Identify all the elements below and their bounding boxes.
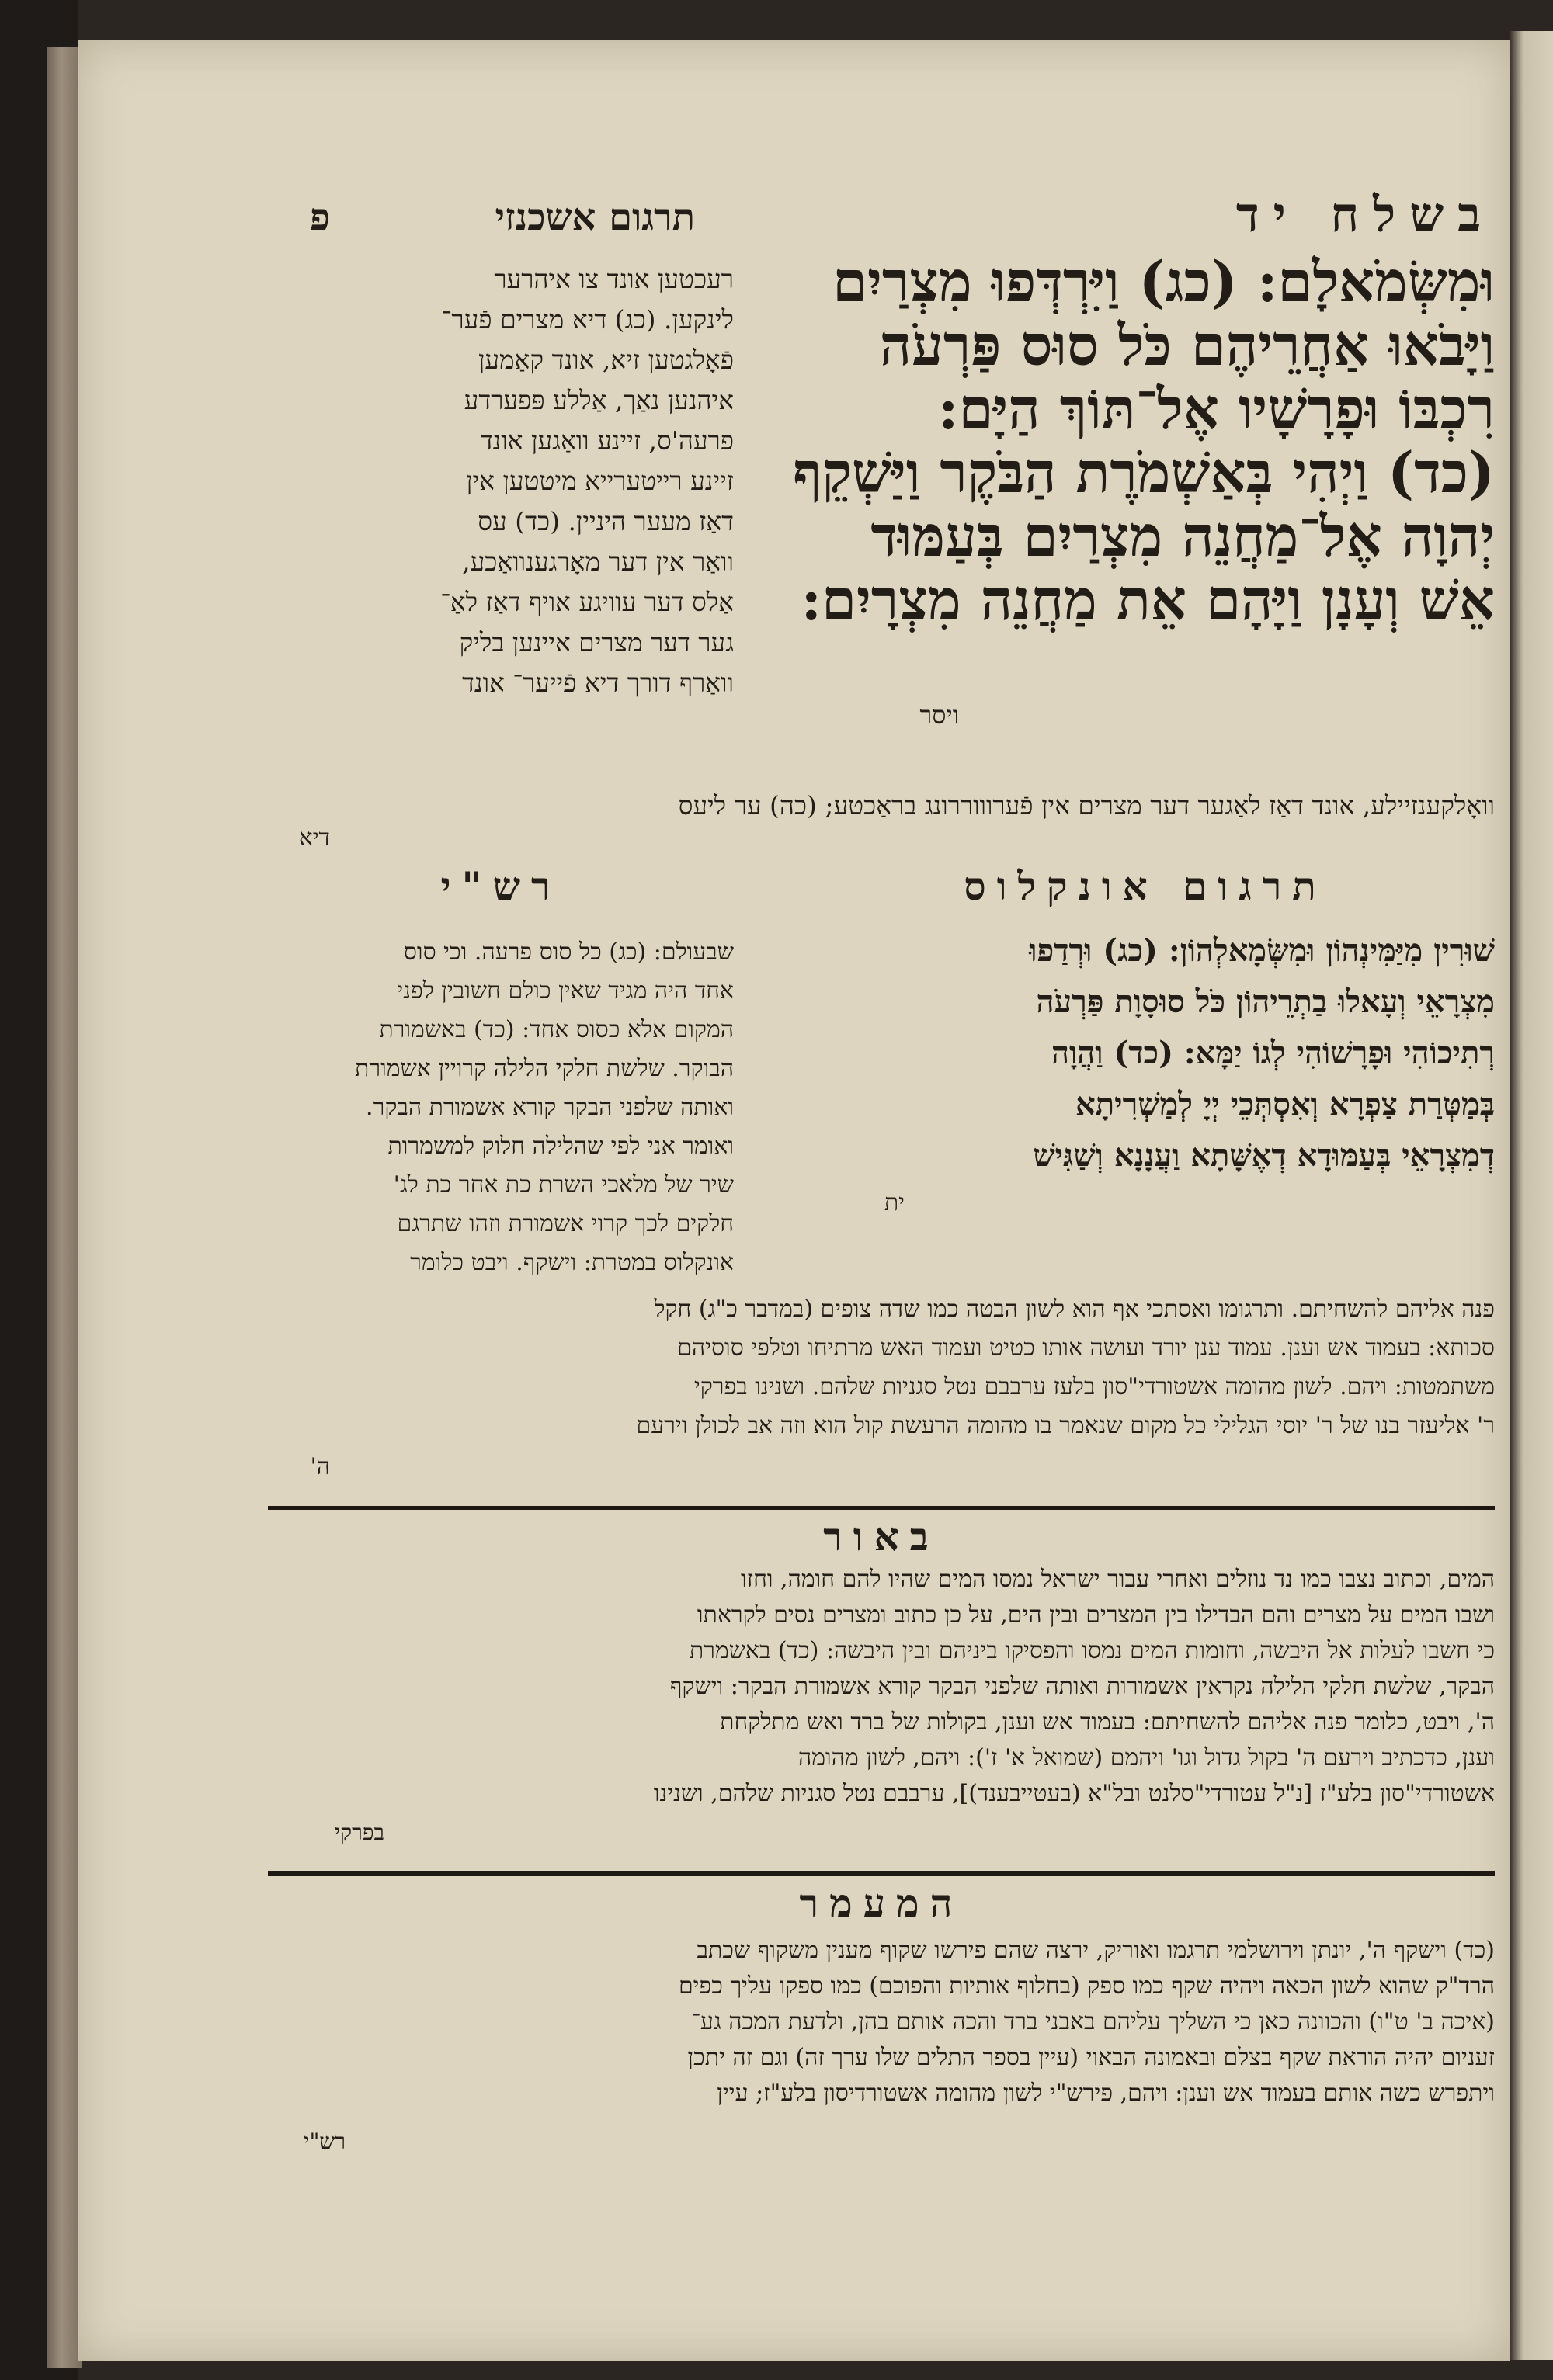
verse-line: וַיָּבֹאוּ אַחֲרֵיהֶם כֹּל סוּס פַּרְעֹה — [879, 312, 1495, 378]
biur-line: המים, וכתוב נצבו כמו נד נוזלים ואחרי עבור ישראל נמסו המים שהיו להם חומה, וחזו — [741, 1566, 1495, 1593]
right-header-title: בשלח יד — [1235, 186, 1495, 243]
verse-line: (כד) וַיְהִי בְּאַשְׁמֹרֶת הַבֹּקֶר וַיַּשְׁקֵף — [793, 439, 1495, 505]
yiddish-line: רעכטען אונד צו איהרער — [494, 264, 734, 294]
rashi-line: חלקים לכך קרוי אשמורת וזהו שתרגם — [397, 1210, 734, 1237]
biur-line: וענן, כדכתיב וירעם ה' בקול גדול וגו' ויהמם (שמואל א' ז'): ויהם, לשון מהומה — [798, 1744, 1495, 1771]
rashi-full-line: סכותא: בעמוד אש וענן. עמוד ענן יורד ועושה אותו כטיט ועמוד האש מרתיחו וטלפי סוסיהם — [677, 1334, 1495, 1362]
yiddish-line: פֿאָלגטען זיא, אונד קאַמען — [478, 345, 734, 375]
onkelos-catchword: ית — [884, 1189, 905, 1216]
hameamer-block — [268, 1933, 1495, 2111]
left-page-letter: פ — [309, 196, 330, 239]
biur-line: הבקר, שלשת חלקי הלילה נקראין אשמורות ואותה שלפני הבקר קורא אשמורת הבקר: וישקף — [669, 1673, 1495, 1700]
hameamer-line: זעניום יהיה הוראת שקף בצלם ובאמונה הבאוי (עיין בספר התלים שלו ערך זה) וגם זה יתכן — [687, 2044, 1495, 2071]
onkelos-line: מִצְרָאֵי וְעָאלוּ בַתְרֵיהוֹן כֹּל סוּסָוָת פַּרְעֹה — [1036, 984, 1495, 1020]
rashi-column — [268, 933, 734, 1282]
yiddish-line: אַלס דער עוויגע אויף דאַז לאַ־ — [440, 587, 734, 617]
yiddish-line: איהנען נאַך, אַללע פּפערדע — [464, 385, 734, 415]
rashi-line: שבעולם: (כג) כל סוס פרעה. וכי סוס — [403, 938, 734, 966]
left-header-title: תרגום אשכנזי — [495, 196, 695, 239]
biur-block — [268, 1562, 1495, 1812]
biur-line: ה', ויבט, כלומר פנה אליהם להשחיתם: בעמוד אש וענן, בקולות של ברד ואש מתלקחת — [720, 1709, 1495, 1736]
yiddish-line: וואַר אין דער מאָרגענוואַכע, — [462, 546, 734, 577]
yiddish-line: דאַז מעער היניין. (כד) עס — [478, 506, 734, 536]
biur-line: אשטורדי"סון בלע"ז [נ"ל עטורדי"סלנט ובל"א (בעטייבענד)], ערבבם נטל סגניות שלהם, ושנינו — [653, 1780, 1495, 1807]
rashi-line: אונקלוס במטרת: וישקף. ויבט כלומר — [410, 1249, 734, 1276]
hameamer-catchword: רש"י — [304, 2128, 346, 2154]
biur-line: ושבו המים על מצרים והם הבדילו בין המצרים ובין הים, על כן כתוב ומצרים נסים לקראתו — [697, 1601, 1495, 1629]
onkelos-line: שׁוּרִין מִיַּמִּינְהוֹן וּמִשְּׂמָאלְהוֹן: (כג) וּרְדַפוּ — [1029, 932, 1495, 969]
yiddish-line: וואַרף דורך דיא פֿייער־ אונד — [462, 668, 734, 698]
hameamer-line: ויתפרש כשה אותם בעמוד אש וענן: ויהם, פירש"י לשון מהומה אשטורדיסון בלע"ז; עיין — [717, 2080, 1495, 2107]
biur-line: כי חשבו לעלות אל היבשה, וחומות המים נמסו והפסיקו ביניהם ובין היבשה: (כד) באשמרת — [689, 1637, 1495, 1664]
hebrew-verse-block — [773, 250, 1495, 632]
verse-line: אֵשׁ וְעָנָן וַיָּהָם אֵת מַחֲנֵה מִצְרָיִם: — [801, 567, 1495, 633]
rashi-line: הבוקר. שלשת חלקי הלילה קרויין אשמורת — [355, 1055, 734, 1082]
yiddish-catchword: דיא — [298, 824, 330, 852]
onkelos-line: בְּמַטְּרַת צַפְרָא וְאִסְתְּכֵי יְיָ לְמַשְׁרִיתָא — [1075, 1086, 1495, 1122]
yiddish-translation-column — [268, 259, 734, 703]
hameamer-line: (איכה ב' ט"ו) והכוונה כאן כי השליך עליהם באבני ברד והכה אותם בהן, ולדעת המכה גע־ — [691, 2008, 1495, 2035]
yiddish-line: פרעה'ס, זיינע וואַגען אונד — [480, 425, 734, 456]
hameamer-line: הרד"ק שהוא לשון הכאה ויהיה שקף כמו ספק (בחלוף אותיות והפוכם) כמו ספקו עליך כפים — [678, 1972, 1495, 2000]
yiddish-line: גער דער מצרים איינען בליק — [459, 627, 734, 657]
divider-rule — [268, 1871, 1495, 1876]
rashi-line: אחד היה מגיד שאין כולם חשובין לפני — [397, 977, 734, 1004]
rashi-full-line: פנה אליהם להשחיתם. ותרגומו ואסתכי אף הוא לשון הבטה כמו שדה צופים (במדבר כ"ג) חקל — [654, 1296, 1495, 1323]
rashi-title: רש"י — [440, 863, 561, 909]
rashi-line: ואותה שלפני הבקר קורא אשמורת הבקר. — [366, 1094, 734, 1121]
yiddish-full-line: וואָלקענזיילע, אונד דאַז לאַגער דער מצרים אין פֿערוווררונג בראַכטע; (כה) ער ליעס — [678, 790, 1495, 821]
yiddish-line: לינקען. (כג) דיא מצרים פֿער־ — [441, 304, 734, 335]
hameamer-line: (כד) וישקף ה', יונתן וירושלמי תרגמו ואוריק, ירצה שהם פירשו שקוף מענין משקוף שכתב — [697, 1937, 1495, 1964]
verse-line: יְהוָה אֶל־מַחֲנֵה מִצְרַיִם בְּעַמּוּד — [870, 503, 1495, 569]
yiddish-line: זיינע רייטערייא מיטטען אין — [466, 466, 734, 496]
rashi-catchword: ה' — [310, 1453, 330, 1480]
rashi-line: המקום אלא כסוס אחד: (כד) באשמורת — [379, 1016, 734, 1043]
onkelos-title: תרגום אונקלוס — [964, 863, 1327, 909]
biur-title: באור — [823, 1514, 940, 1559]
rashi-full-width — [268, 1290, 1495, 1445]
onkelos-line: דְמִצְרָאֵי בְּעַמּוּדָא דְאֶשָּׁתָא וַעֲנָנָא וְשַׁגִּישׁ — [1033, 1137, 1495, 1174]
biur-catchword: בפרקי — [334, 1820, 384, 1845]
facing-page-edge — [1510, 31, 1553, 2360]
rashi-line: שיר של מלאכי השרת כת אחר כת לג' — [393, 1171, 734, 1199]
verse-line: רִכְבּוֹ וּפָרָשָׁיו אֶל־תּוֹךְ הַיָּם: — [937, 376, 1495, 442]
verse-line: וּמִשְּׂמֹאלָם: (כג) וַיִּרְדְּפוּ מִצְרַיִם — [832, 248, 1495, 314]
divider-rule — [268, 1506, 1495, 1510]
onkelos-block — [780, 925, 1495, 1181]
verse-catchword: ויסר — [919, 700, 959, 730]
rashi-full-line: משתמטות: ויהם. לשון מהומה אשטורדי"סון בלעז ערבבם נטל סגניות שלהם. ושנינו בפרקי — [693, 1373, 1495, 1400]
hameamer-title: המעמר — [799, 1880, 964, 1926]
rashi-line: ואומר אני לפי שהלילה חלוק למשמרות — [387, 1133, 734, 1160]
book-page — [78, 40, 1510, 2361]
onkelos-line: רְתִיכוֹהִי וּפָרָשׁוֹהִי לְגוֹ יַמָּא: (כד) וַהֲוָה — [1051, 1035, 1495, 1071]
rashi-full-line: ר' אליעזר בנו של ר' יוסי הגלילי כל מקום שנאמר בו מהומה הרעשת קול הוא וזה אב לכולן וירעם — [636, 1412, 1495, 1439]
